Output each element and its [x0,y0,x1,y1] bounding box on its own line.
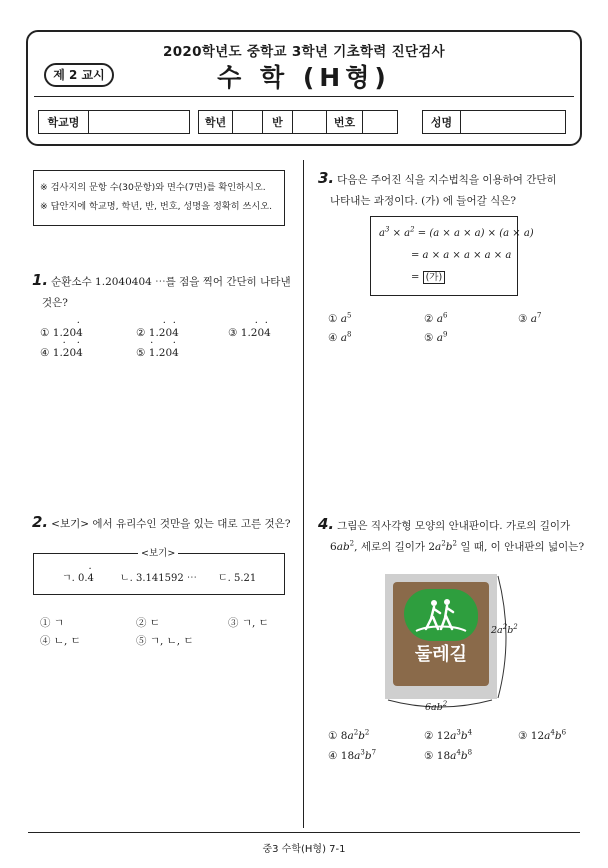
q3-box-line-1: $a^3 \times a^2 = (a \times a \times a) \times (a \times a)$ [379,225,534,239]
question-4 [318,514,588,558]
q1-choice-3-mark: ③ [228,327,238,339]
footer-divider [28,832,580,833]
q3-choice-4[interactable]: ④ $a^8$ [328,330,352,344]
question-1-number: 1. [32,271,49,289]
question-3-number: 3. [318,169,335,187]
q3-blank: (가) [423,271,446,284]
q2-choice-2[interactable]: ② ㄷ [136,617,160,629]
name-input[interactable] [461,111,565,133]
q2-choice-1[interactable]: ① ㄱ [40,617,64,629]
q1-choice-4-mark: ④ [40,347,50,359]
class-label: 반 [263,111,293,133]
notice-box [33,170,285,226]
exam-title: 2020학년도 중학교 3학년 기초학력 진단검사 [163,44,445,60]
bogi-item-a: ㄱ. 0.4 · [62,564,94,584]
q3-box-line-2: = a × a × a × a × a [411,250,512,261]
q1-choice-3-value: 1.204 · · [240,318,271,339]
question-3-text-2: 나타내는 과정이다. (가) 에 들어갈 식은? [330,195,516,207]
bogi-item-b: ㄴ. 3.141592 ⋯ [120,573,197,584]
grade-class-number-field [198,110,398,134]
q2-choice-5[interactable]: ⑤ ㄱ, ㄴ, ㄷ [136,635,194,647]
q3-box-line-3: = (가) [379,267,509,289]
subject-title: 수 학 (H형) [217,63,391,92]
q2-choice-3[interactable]: ③ ㄱ, ㄷ [228,617,269,629]
dimension-brackets [380,572,510,710]
question-2-text: <보기> 에서 유리수인 것만을 있는 대로 고른 것은? [51,518,291,530]
q4-choice-5[interactable]: ⑤ $18a^4b^8$ [424,748,473,762]
question-2 [32,512,294,535]
q1-choice-4[interactable] [40,338,83,359]
q4-choice-1[interactable]: ① $8a^2b^2$ [328,728,370,742]
q3-choice-5[interactable]: ⑤ $a^9$ [424,330,448,344]
question-3-text-1: 다음은 주어진 식을 지수법칙을 이용하여 간단히 [337,174,557,186]
q1-choice-1-mark: ① [40,327,50,339]
q1-choice-2-mark: ② [136,327,146,339]
school-input[interactable] [89,111,189,133]
q4-choice-2[interactable]: ② $12a^3b^4$ [424,728,473,742]
question-1 [32,270,294,314]
q4-choice-3[interactable]: ③ $12a^4b^6$ [518,728,567,742]
signboard-height-label: $2a^2b^2$ [491,622,518,636]
grade-input[interactable] [233,111,263,133]
page-footer: 중3 수학(H형) 7-1 [262,844,346,855]
question-4-text-1: 그림은 직사각형 모양의 안내판이다. 가로의 길이가 [337,520,571,532]
q1-choice-1-value: 1.204 · [52,318,83,339]
period-badge: 제 2 교시 [44,63,114,87]
q1-choice-3[interactable] [228,318,271,339]
notice-line-1: ※ 검사지의 문항 수(30문항)와 면수(7면)를 확인하시오. [40,182,266,193]
q1-choice-4-value: 1.204 · · [52,338,83,359]
notice-line-2: ※ 답안지에 학교명, 학년, 반, 번호, 성명을 정확히 쓰시오. [40,201,273,212]
name-label: 성명 [423,111,461,133]
bogi-title: <보기> [138,545,178,559]
number-input[interactable] [363,111,397,133]
q1-choice-5-value: 1.204 · · [148,338,179,359]
number-label: 번호 [327,111,363,133]
q3-choice-1[interactable]: ① $a^5$ [328,311,352,325]
class-input[interactable] [293,111,327,133]
question-4-text-2: $6ab^2$, 세로의 길이가 $2a^2b^2$ 일 때, 이 안내판의 넓이는? [330,539,585,553]
school-field [38,110,190,134]
q1-choice-5[interactable] [136,338,179,359]
question-1-text-1: 순환소수 1.2040404 ⋯를 점을 찍어 간단히 나타낸 [51,276,291,288]
q1-choice-2-value: 1.204 · · [148,318,179,339]
bogi-item-c: ㄷ. 5.21 [218,573,257,584]
question-3 [318,168,580,212]
q3-choice-3[interactable]: ③ $a^7$ [518,311,542,325]
column-divider [303,160,304,828]
signboard-label: 둘레길 [414,644,468,665]
question-1-text-2: 것은? [42,297,68,309]
q1-choice-5-mark: ⑤ [136,347,146,359]
signboard-width-label: $6ab^2$ [425,699,448,713]
question-2-number: 2. [32,513,49,531]
grade-label: 학년 [199,111,233,133]
name-field [422,110,566,134]
school-label: 학교명 [39,111,89,133]
question-4-number: 4. [318,515,335,533]
q3-derivation-box [370,216,534,296]
q2-choice-4[interactable]: ④ ㄴ, ㄷ [40,635,81,647]
q3-choice-2[interactable]: ② $a^6$ [424,311,448,325]
q4-choice-4[interactable]: ④ $18a^3b^7$ [328,748,377,762]
header-divider [34,96,574,97]
